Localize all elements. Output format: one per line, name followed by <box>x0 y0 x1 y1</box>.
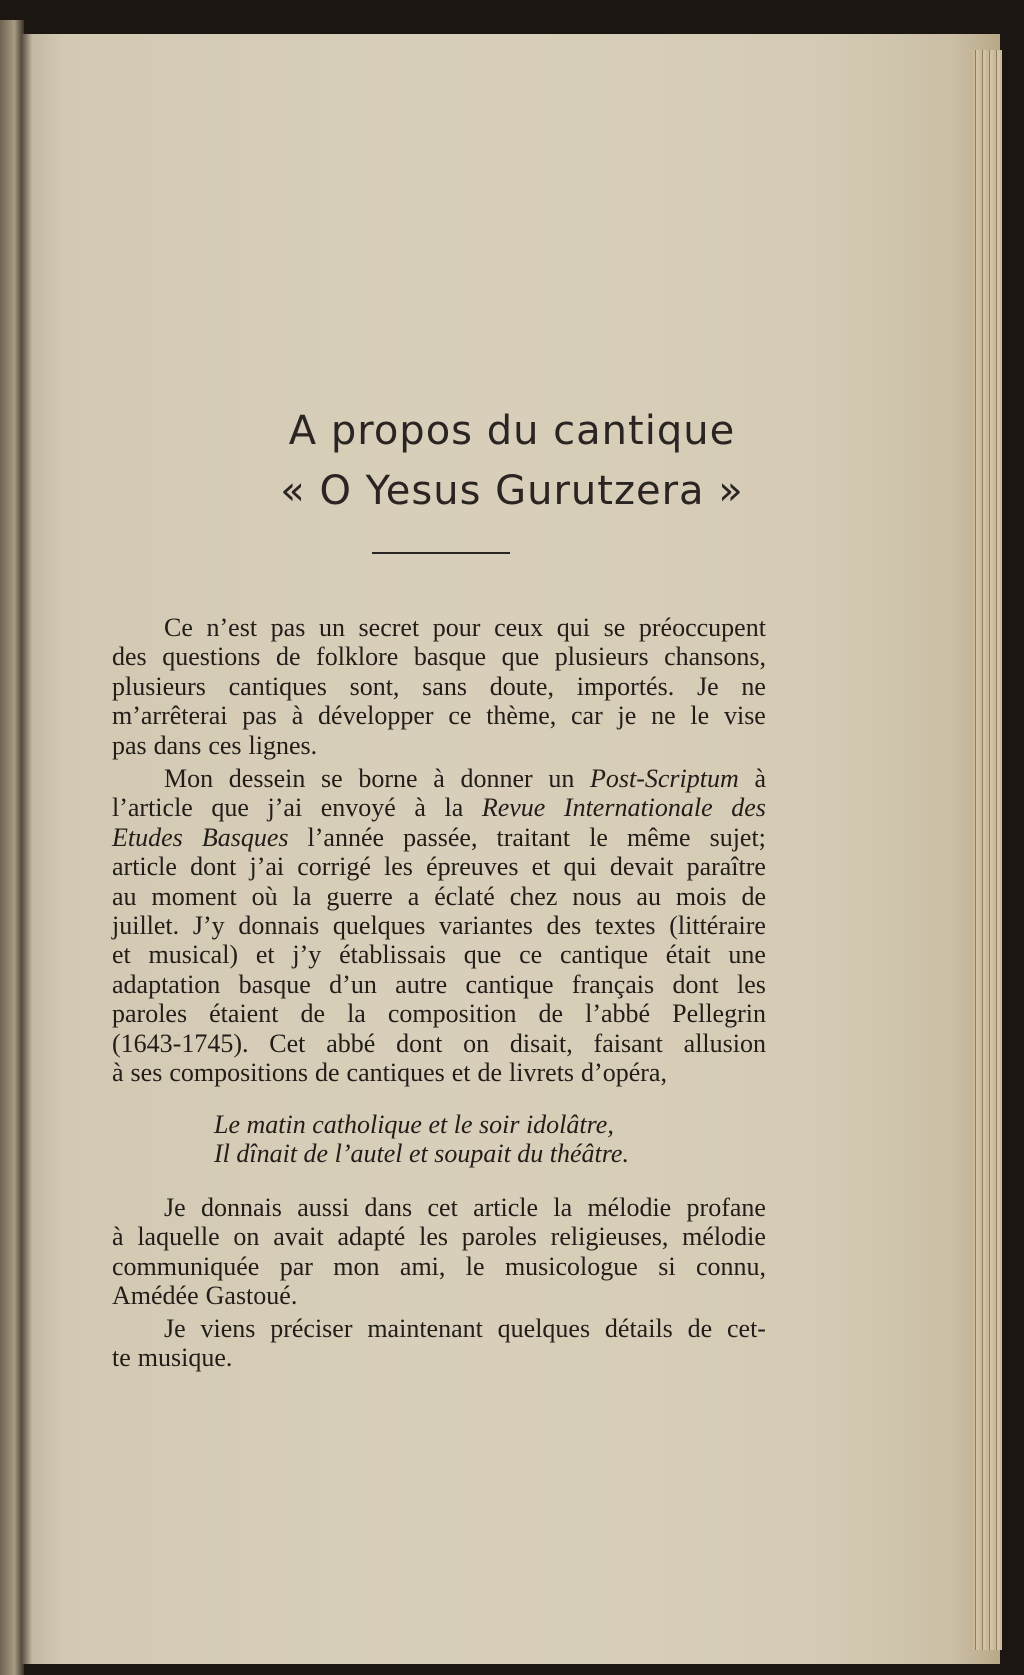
word: connu, <box>695 1251 766 1281</box>
word: des <box>546 911 582 941</box>
text-line <box>112 970 766 999</box>
word: aussi <box>297 1193 350 1222</box>
word: basque <box>238 969 311 999</box>
word: juillet. <box>112 911 180 941</box>
word: de <box>275 642 301 672</box>
word: livrets <box>509 1058 575 1088</box>
text-line <box>112 701 766 730</box>
text-line <box>112 911 766 940</box>
word: par <box>279 1251 313 1281</box>
text-line <box>112 1193 766 1222</box>
word: basque <box>413 642 487 672</box>
text-line <box>112 1058 766 1087</box>
verse-line-2: Il dînait de l’autel et soupait du théâtre. <box>214 1139 629 1169</box>
paragraph-4 <box>112 1314 766 1373</box>
word: à <box>112 1222 124 1252</box>
word: dans <box>364 1193 413 1222</box>
word: préoccupent <box>638 613 766 642</box>
word: musique. <box>137 1343 233 1373</box>
word: Etudes <box>112 822 183 852</box>
article-title-line-1: A propos du cantique <box>288 408 736 454</box>
text-line <box>112 999 766 1028</box>
word: Mon <box>164 764 214 793</box>
word: questions <box>162 642 261 672</box>
word: maintenant <box>367 1314 483 1343</box>
word: de <box>300 999 326 1029</box>
word: Ce <box>164 613 193 642</box>
word: Revue <box>481 793 546 823</box>
word: textes <box>594 911 656 941</box>
word: Je <box>696 671 719 701</box>
word: pas <box>270 613 306 642</box>
word: que <box>501 642 540 672</box>
word: étaient <box>209 999 279 1029</box>
word: épreuves <box>426 852 519 882</box>
word: dessein <box>228 764 306 793</box>
word: quelques <box>332 911 426 941</box>
word: musical) <box>148 940 239 970</box>
word: mois <box>675 881 727 911</box>
word: l’abbé <box>585 999 651 1029</box>
word: même <box>627 822 691 852</box>
word: autre <box>395 969 448 999</box>
word: ses <box>130 1058 163 1088</box>
word: de <box>741 881 766 911</box>
word: de <box>538 999 564 1029</box>
word: te <box>112 1343 131 1373</box>
word: des <box>112 642 147 672</box>
word: profane <box>686 1193 766 1222</box>
word: importés. <box>576 671 675 701</box>
word: développer <box>318 701 434 731</box>
page-edges <box>972 50 1002 1650</box>
word: nous <box>572 881 622 911</box>
word: folklore <box>316 642 399 672</box>
word: (littéraire <box>669 911 766 941</box>
word: cantiques <box>346 1058 445 1088</box>
word: à <box>754 764 766 793</box>
word: se <box>321 764 343 793</box>
word: d’un <box>329 969 377 999</box>
word: passée, <box>403 822 478 852</box>
text-line <box>112 672 766 701</box>
paragraph-2 <box>112 764 766 1087</box>
verse-line-1: Le matin catholique et le soir idolâtre, <box>214 1110 614 1139</box>
word: J’y <box>192 911 225 941</box>
word: (1643-1745). <box>112 1028 249 1058</box>
word: ce <box>448 701 472 731</box>
word: pas <box>112 730 147 760</box>
word: le <box>690 701 710 731</box>
word: chansons, <box>664 642 766 672</box>
word: un <box>318 613 345 642</box>
word: la <box>292 881 312 911</box>
word: Basques <box>201 822 289 852</box>
verse-quote <box>214 1110 629 1169</box>
word: au <box>636 881 661 911</box>
word: moment <box>151 881 237 911</box>
text-line <box>112 613 766 642</box>
word: à <box>112 1058 124 1088</box>
word: musicologue <box>504 1251 638 1281</box>
word: article <box>112 852 177 882</box>
word: le <box>589 822 608 852</box>
word: cet <box>427 1193 458 1222</box>
text-line <box>112 1029 766 1058</box>
text-line <box>112 642 766 671</box>
word: faisant <box>593 1028 663 1058</box>
word: paraître <box>686 852 766 882</box>
word: sont, <box>349 671 400 701</box>
word: les <box>419 1222 449 1252</box>
word: Gastoué. <box>205 1281 298 1311</box>
word: si <box>658 1251 676 1281</box>
word: l’article <box>112 793 193 823</box>
word: n’est <box>206 613 258 642</box>
word: cantique <box>465 969 554 999</box>
word: adaptation <box>112 969 221 999</box>
word: variantes <box>439 911 533 941</box>
word: que <box>211 793 249 823</box>
word: à <box>414 793 426 823</box>
word: éclaté <box>434 881 495 911</box>
word: car <box>571 701 603 731</box>
word: dont <box>396 1028 443 1058</box>
word: donner <box>460 764 533 793</box>
word: Je <box>164 1193 186 1222</box>
word: Je <box>164 1314 186 1343</box>
word: j’ai <box>267 793 303 823</box>
word: devait <box>609 852 674 882</box>
word: plusieurs <box>554 642 649 672</box>
word: abbé <box>326 1028 376 1058</box>
word: Amédée <box>112 1281 199 1311</box>
word: on <box>463 1028 490 1058</box>
word: cantiques <box>228 671 327 701</box>
word: français <box>571 969 655 999</box>
word: préciser <box>270 1314 353 1343</box>
word: l’année <box>307 822 385 852</box>
word: j’y <box>292 940 322 970</box>
text-line <box>112 1281 766 1310</box>
word: dont <box>190 852 237 882</box>
word: ne <box>741 671 766 701</box>
word: qui <box>556 613 590 642</box>
word: et <box>255 940 275 970</box>
word: borne <box>358 764 418 793</box>
title-rule <box>372 552 510 554</box>
word: et <box>112 940 131 970</box>
word: et <box>451 1058 471 1088</box>
word: mon <box>333 1251 380 1281</box>
text-line <box>112 793 766 822</box>
word: a <box>407 881 420 911</box>
text-line <box>112 852 766 881</box>
word: d’opéra, <box>581 1058 667 1088</box>
word: Post-Scriptum <box>590 764 739 793</box>
word: cet- <box>727 1314 766 1343</box>
text-line <box>112 731 766 760</box>
word: détails <box>604 1314 673 1343</box>
word: corrigé <box>297 852 371 882</box>
word: à <box>291 701 304 731</box>
word: donnais <box>238 911 320 941</box>
word: se <box>603 613 626 642</box>
word: que <box>463 940 502 970</box>
word: traitant <box>496 822 571 852</box>
word: Cet <box>269 1028 306 1058</box>
word: pour <box>432 613 481 642</box>
word: le <box>465 1251 485 1281</box>
word: était <box>665 940 711 970</box>
paragraph-1 <box>112 613 766 760</box>
word: thème, <box>486 701 557 731</box>
word: à <box>433 764 445 793</box>
word: une <box>728 940 766 970</box>
word: ami, <box>399 1251 446 1281</box>
text-line <box>112 1314 766 1343</box>
word: allusion <box>683 1028 766 1058</box>
word: lignes. <box>248 730 318 760</box>
word: de <box>315 1058 340 1088</box>
book-gutter <box>22 34 32 1664</box>
word: la <box>444 793 464 823</box>
word: cantique <box>559 940 649 970</box>
word: composition <box>387 999 517 1029</box>
word: doute, <box>489 671 554 701</box>
word: je <box>617 701 637 731</box>
text-line <box>112 1343 766 1372</box>
word: qui <box>563 852 597 882</box>
word: pas <box>242 701 277 731</box>
word: ceux <box>494 613 544 642</box>
text-line <box>112 882 766 911</box>
word: religieuses, <box>550 1222 669 1252</box>
word: dont <box>672 969 719 999</box>
word: vise <box>723 701 766 731</box>
word: laquelle <box>137 1222 220 1252</box>
word: avait <box>273 1222 324 1252</box>
word: m’arrêterai <box>112 701 228 731</box>
word: sans <box>422 671 467 701</box>
word: Pellegrin <box>672 999 766 1029</box>
word: de <box>477 1058 503 1088</box>
word: donnais <box>200 1193 282 1222</box>
word: secret <box>358 613 420 642</box>
word: paroles <box>112 999 188 1029</box>
text-line <box>112 764 766 793</box>
word: envoyé <box>320 793 396 823</box>
word: sujet; <box>709 822 766 852</box>
word: la <box>347 999 366 1029</box>
word: compositions <box>169 1058 308 1088</box>
word: disait, <box>509 1028 573 1058</box>
word: et <box>531 852 551 882</box>
word: ce <box>519 940 543 970</box>
word: ces <box>208 730 242 760</box>
article-title-line-2: « O Yesus Gurutzera » <box>280 468 744 514</box>
word: paroles <box>461 1222 537 1252</box>
word: adapté <box>337 1222 406 1252</box>
word: les <box>384 852 413 882</box>
word: chez <box>509 881 558 911</box>
word: j’ai <box>249 852 285 882</box>
word: dans <box>153 730 202 760</box>
word: communiquée <box>112 1251 260 1281</box>
word: où <box>251 881 278 911</box>
word: quelques <box>497 1314 591 1343</box>
word: les <box>737 969 766 999</box>
word: ne <box>651 701 676 731</box>
word: mélodie <box>587 1193 672 1222</box>
word: des <box>731 793 766 823</box>
paragraph-3 <box>112 1193 766 1311</box>
word: guerre <box>326 881 393 911</box>
word: au <box>112 881 137 911</box>
word: plusieurs <box>112 671 206 701</box>
word: article <box>473 1193 539 1222</box>
facing-page-edge <box>0 20 24 1675</box>
text-line <box>112 823 766 852</box>
word: on <box>233 1222 260 1252</box>
word: de <box>687 1314 713 1343</box>
word: Internationale <box>563 793 713 823</box>
word: la <box>553 1193 573 1222</box>
text-line <box>112 1252 766 1281</box>
text-line <box>112 940 766 969</box>
word: un <box>548 764 575 793</box>
word: viens <box>200 1314 256 1343</box>
word: établissais <box>339 940 446 970</box>
word: mélodie <box>682 1222 766 1252</box>
text-line <box>112 1222 766 1251</box>
